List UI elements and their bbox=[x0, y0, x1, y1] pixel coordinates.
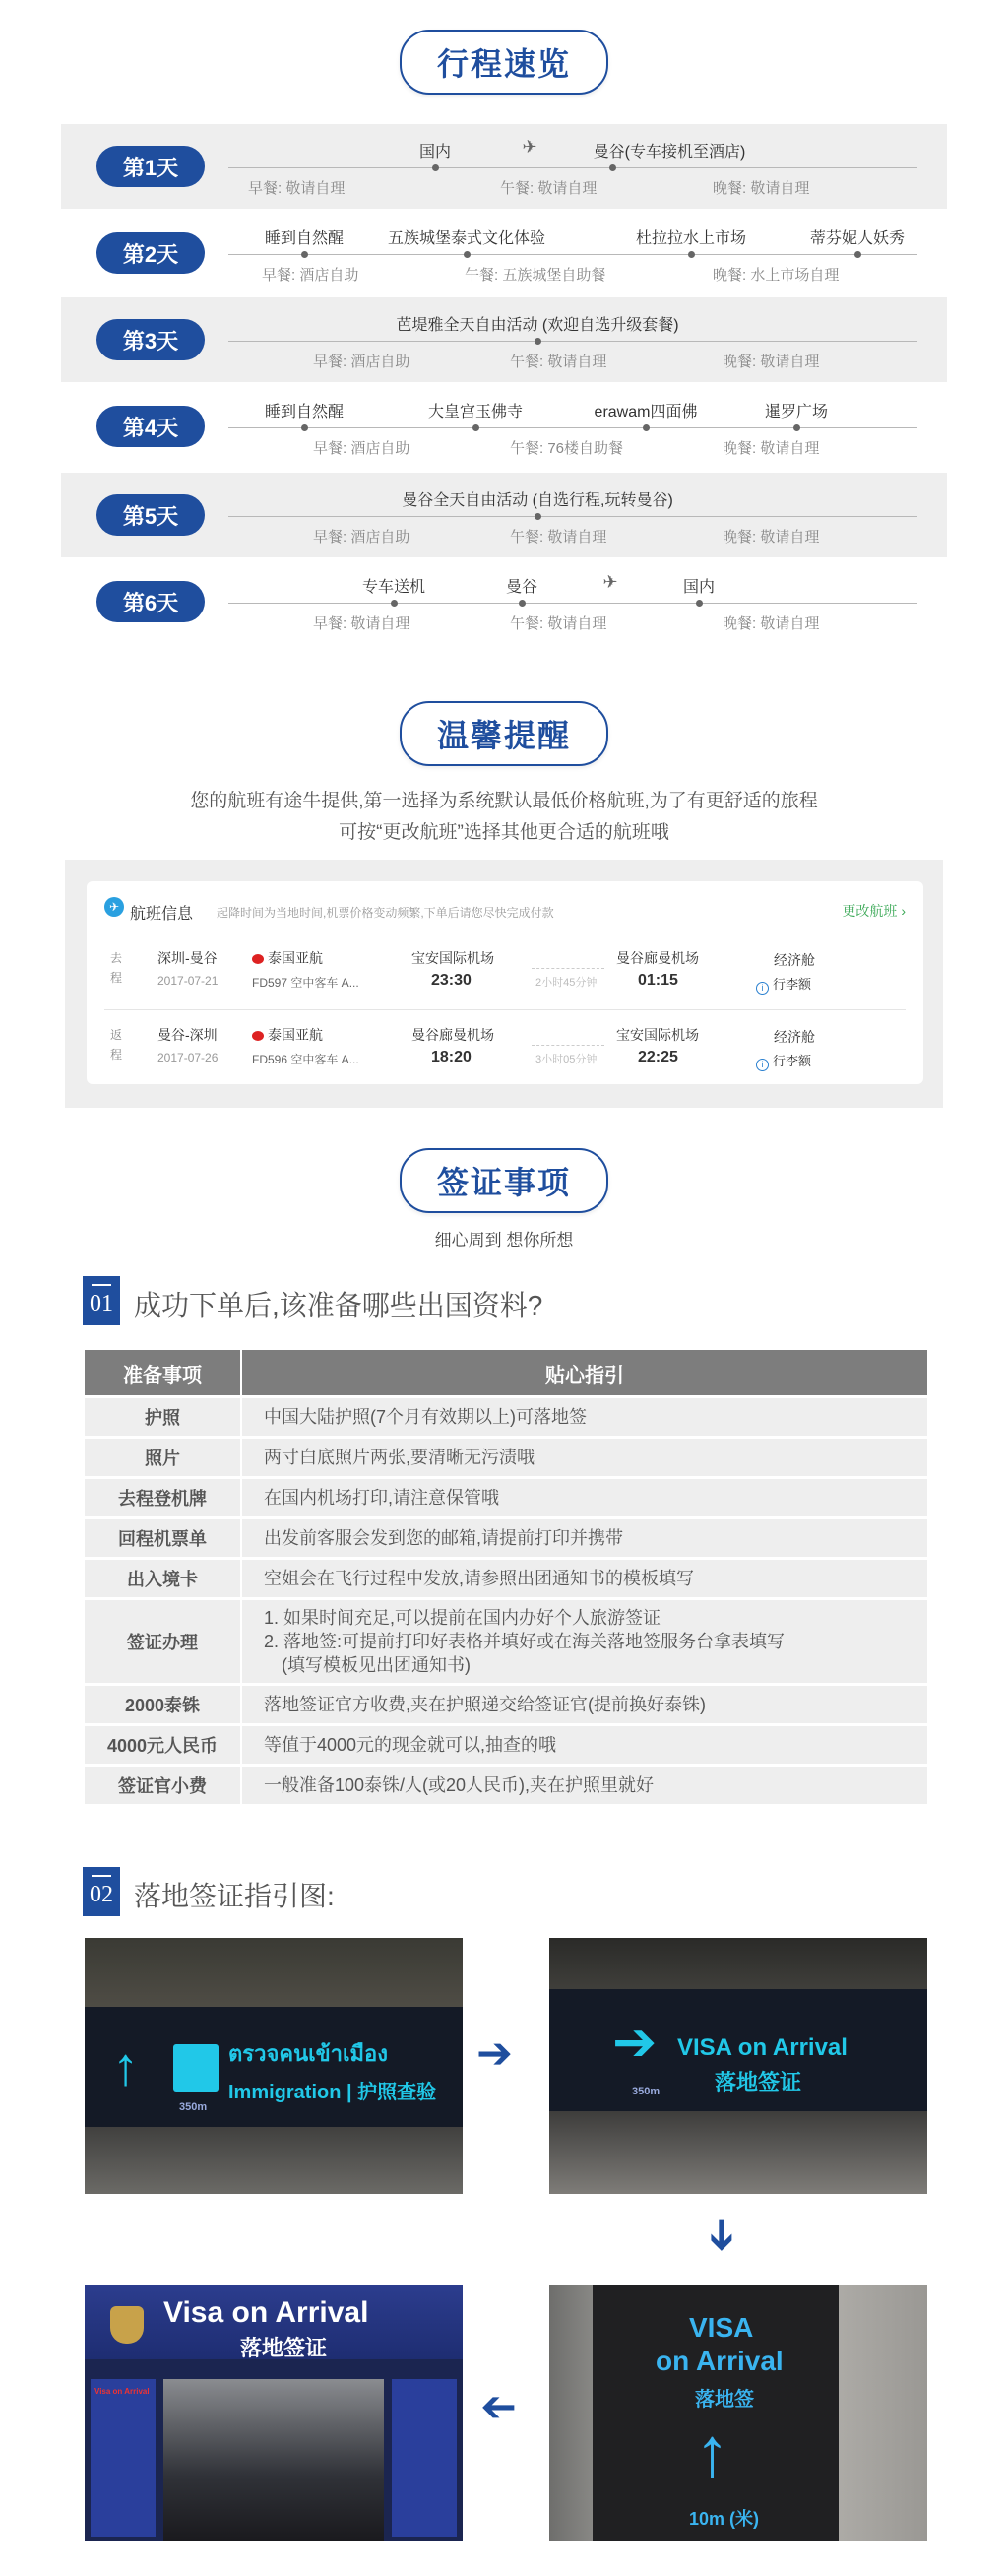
table-row bbox=[85, 1767, 927, 1804]
flight-duration: 2小时45分钟 bbox=[536, 977, 598, 989]
stop: erawam四面佛 bbox=[594, 404, 698, 420]
sign-visa-cn: 落地签 bbox=[695, 2389, 754, 2411]
photo-visa-standing-sign bbox=[549, 2285, 927, 2541]
immigration-officer-icon bbox=[173, 2044, 219, 2092]
day-row-5 bbox=[61, 473, 947, 557]
day-badge: 第5天 bbox=[96, 494, 205, 536]
plane-icon: ✈ bbox=[602, 572, 618, 592]
meal-lunch: 午餐: 76楼自助餐 bbox=[510, 440, 624, 457]
duration-line bbox=[532, 968, 604, 969]
section-number: 02 bbox=[83, 1867, 120, 1916]
departure-airport: 宝安国际机场 bbox=[411, 950, 494, 966]
photo-visa-overhead-sign bbox=[549, 1938, 927, 2194]
stop: 芭堤雅全天自由活动 (欢迎自选升级套餐) bbox=[396, 317, 679, 334]
flight-info-title: 航班信息 bbox=[130, 906, 194, 923]
flight-date: 2017-07-21 bbox=[158, 974, 219, 988]
sign-distance: 350m bbox=[632, 2086, 661, 2097]
meal-lunch: 午餐: 敬请自理 bbox=[510, 529, 607, 546]
table-cell-item: 去程登机牌 bbox=[85, 1479, 242, 1516]
sign-distance: 350m bbox=[179, 2101, 208, 2113]
table-cell-item: 出入境卡 bbox=[85, 1560, 242, 1597]
flight-number: FD596 空中客车 A... bbox=[252, 1053, 359, 1066]
timeline bbox=[228, 427, 917, 428]
stop: 曼谷全天自由活动 (自选行程,玩转曼谷) bbox=[402, 492, 673, 509]
arrow-right-icon: ➔ bbox=[476, 2029, 513, 2078]
table-row bbox=[85, 1398, 927, 1436]
sign-arrow-icon: ↑ bbox=[112, 2037, 139, 2096]
table-cell-item: 回程机票单 bbox=[85, 1519, 242, 1557]
stop: 睡到自然醒 bbox=[264, 404, 345, 420]
stop-dot bbox=[696, 600, 703, 607]
arrow-down-icon: ➔ bbox=[697, 2217, 746, 2253]
badge-icon bbox=[110, 2306, 144, 2344]
day-row-2 bbox=[61, 211, 947, 295]
airline-logo-icon bbox=[252, 954, 264, 964]
sign-distance: 10m (米) bbox=[689, 2509, 760, 2529]
sign-visa-cn: 落地签证 bbox=[715, 2070, 802, 2094]
day-row-3 bbox=[61, 297, 947, 382]
table-cell-guide: 出发前客服会发到您的邮箱,请提前打印并携带 bbox=[242, 1519, 927, 1557]
arrival-airport: 曼谷廊曼机场 bbox=[616, 950, 699, 966]
flight-row-return bbox=[87, 1009, 923, 1084]
table-cell-item: 签证官小费 bbox=[85, 1767, 242, 1804]
table-header-row bbox=[85, 1350, 927, 1395]
section-number: 01 bbox=[83, 1276, 120, 1325]
stop: 国内 bbox=[418, 144, 452, 161]
visa-checklist-table bbox=[85, 1347, 927, 1807]
plane-icon: ✈ bbox=[522, 137, 537, 157]
meal-dinner: 晚餐: 敬请自理 bbox=[723, 354, 820, 370]
stop-dot bbox=[464, 251, 471, 258]
table-cell-guide: 一般准备100泰铢/人(或20人民币),夹在护照里就好 bbox=[242, 1767, 927, 1804]
stop: 暹罗广场 bbox=[764, 404, 829, 420]
visa-title: 签证事项 bbox=[400, 1148, 608, 1213]
photo-visa-office bbox=[85, 2285, 463, 2541]
day-badge: 第3天 bbox=[96, 319, 205, 360]
flight-route: 深圳-曼谷 bbox=[158, 950, 218, 966]
stop-dot bbox=[535, 513, 541, 520]
stop: 蒂芬妮人妖秀 bbox=[809, 230, 906, 247]
departure-airport: 曼谷廊曼机场 bbox=[411, 1027, 494, 1043]
stop-dot bbox=[854, 251, 861, 258]
day-badge: 第1天 bbox=[96, 146, 205, 187]
table-cell-item: 4000元人民币 bbox=[85, 1726, 242, 1764]
stop: 曼谷(专车接机至酒店) bbox=[593, 144, 746, 161]
meal-dinner: 晚餐: 敬请自理 bbox=[723, 440, 820, 457]
table-cell-guide: 中国大陆护照(7个月有效期以上)可落地签 bbox=[242, 1398, 927, 1436]
table-row bbox=[85, 1560, 927, 1597]
meal-breakfast: 早餐: 酒店自助 bbox=[262, 267, 359, 284]
office-interior bbox=[163, 2379, 384, 2541]
table-row bbox=[85, 1439, 927, 1476]
stop-dot bbox=[793, 424, 800, 431]
reminder-title: 温馨提醒 bbox=[400, 701, 608, 766]
stop-dot bbox=[301, 251, 308, 258]
stop: 五族城堡泰式文化体验 bbox=[387, 230, 546, 247]
sign-arrow-icon: ↑ bbox=[695, 2414, 729, 2490]
reminder-line-2: 可按“更改航班”选择其他更合适的航班哦 bbox=[339, 822, 669, 843]
visa-subtitle: 细心周到 想你所想 bbox=[434, 1231, 574, 1250]
day-row-4 bbox=[61, 384, 947, 469]
table-cell-item: 照片 bbox=[85, 1439, 242, 1476]
table-cell-guide: 等值于4000元的现金就可以,抽查的哦 bbox=[242, 1726, 927, 1764]
office-sign-cn: 落地签证 bbox=[240, 2336, 328, 2360]
office-sign-en: Visa on Arrival bbox=[163, 2296, 369, 2329]
stop-dot bbox=[432, 164, 439, 171]
arrival-time: 01:15 bbox=[638, 972, 678, 989]
stop-dot bbox=[643, 424, 650, 431]
timeline bbox=[228, 603, 917, 604]
info-board-right bbox=[392, 2379, 457, 2537]
stop: 大皇宫玉佛寺 bbox=[427, 404, 524, 420]
airline-logo-icon bbox=[252, 1031, 264, 1041]
section-title: 成功下单后,该准备哪些出国资料? bbox=[134, 1290, 543, 1320]
table-row bbox=[85, 1600, 927, 1683]
stop-dot bbox=[519, 600, 526, 607]
stop: 睡到自然醒 bbox=[264, 230, 345, 247]
cabin-class: 经济舱 bbox=[774, 1029, 815, 1045]
flight-row-outbound bbox=[87, 933, 923, 1007]
arrow-left-icon: ➔ bbox=[480, 2384, 517, 2432]
sign-arrow-icon: ➔ bbox=[612, 2013, 658, 2072]
baggage-label[interactable]: 行李额 bbox=[773, 1054, 812, 1068]
timeline bbox=[228, 341, 917, 342]
airline-name: 泰国亚航 bbox=[268, 1027, 323, 1043]
meal-dinner: 晚餐: 敬请自理 bbox=[713, 180, 810, 197]
baggage-label[interactable]: 行李额 bbox=[773, 977, 812, 992]
table-cell-guide: 空姐会在飞行过程中发放,请参照出团通知书的模板填写 bbox=[242, 1560, 927, 1597]
table-cell-guide: 落地签证官方收费,夹在护照递交给签证官(提前换好泰铢) bbox=[242, 1686, 927, 1723]
photo-immigration-sign bbox=[85, 1938, 463, 2194]
airline bbox=[252, 1025, 323, 1045]
meal-lunch: 午餐: 敬请自理 bbox=[500, 180, 598, 197]
stop: 曼谷 bbox=[505, 579, 538, 596]
flight-note: 起降时间为当地时间,机票价格变动频繁,下单后请您尽快完成付款 bbox=[217, 906, 554, 920]
day-badge: 第4天 bbox=[96, 406, 205, 447]
reminder-line-1: 您的航班有途牛提供,第一选择为系统默认最低价格航班,为了有更舒适的旅程 bbox=[190, 791, 818, 811]
meal-lunch: 午餐: 敬请自理 bbox=[510, 354, 607, 370]
meal-breakfast: 早餐: 敬请自理 bbox=[313, 615, 410, 632]
stop-dot bbox=[391, 600, 398, 607]
timeline bbox=[228, 167, 917, 168]
day-badge: 第2天 bbox=[96, 232, 205, 274]
guide-line: 1. 如果时间充足,可以提前在国内办好个人旅游签证 bbox=[264, 1608, 662, 1628]
table-row bbox=[85, 1686, 927, 1723]
departure-time: 23:30 bbox=[431, 972, 472, 989]
table-row bbox=[85, 1479, 927, 1516]
flight-date: 2017-07-26 bbox=[158, 1051, 219, 1064]
table-row bbox=[85, 1726, 927, 1764]
table-cell-guide: 在国内机场打印,请注意保管哦 bbox=[242, 1479, 927, 1516]
section-title: 落地签证指引图: bbox=[134, 1881, 335, 1911]
stop: 杜拉拉水上市场 bbox=[635, 230, 747, 247]
sign-immigration-text: Immigration | 护照查验 bbox=[228, 2082, 437, 2103]
sign-visa-en-1: VISA bbox=[689, 2312, 754, 2343]
stop: 国内 bbox=[682, 579, 716, 596]
meal-lunch: 午餐: 五族城堡自助餐 bbox=[465, 267, 606, 284]
info-board-left bbox=[91, 2379, 156, 2537]
arrival-time: 22:25 bbox=[638, 1049, 678, 1065]
day-row-1 bbox=[61, 124, 947, 209]
table-header: 准备事项 bbox=[85, 1350, 242, 1395]
guide-line: 2. 落地签:可提前打印好表格并填好或在海关落地签服务台拿表填写 bbox=[264, 1632, 786, 1651]
stop: 专车送机 bbox=[361, 579, 426, 596]
meal-lunch: 午餐: 敬请自理 bbox=[510, 615, 607, 632]
guide-line: (填写模板见出团通知书) bbox=[282, 1655, 471, 1675]
stop-dot bbox=[688, 251, 695, 258]
flight-route: 曼谷-深圳 bbox=[158, 1027, 218, 1043]
meal-breakfast: 早餐: 酒店自助 bbox=[313, 440, 410, 457]
plane-icon: ✈ bbox=[104, 897, 124, 917]
sign-visa-en-2: on Arrival bbox=[656, 2346, 784, 2376]
meal-dinner: 晚餐: 水上市场自理 bbox=[713, 267, 840, 284]
table-cell-guide bbox=[242, 1600, 927, 1683]
cabin-class: 经济舱 bbox=[774, 952, 815, 968]
table-cell-item: 护照 bbox=[85, 1398, 242, 1436]
table-cell-guide: 两寸白底照片两张,要清晰无污渍哦 bbox=[242, 1439, 927, 1476]
airline-name: 泰国亚航 bbox=[268, 950, 323, 966]
duration-line bbox=[532, 1045, 604, 1046]
meal-breakfast: 早餐: 酒店自助 bbox=[313, 354, 410, 370]
info-board-text: Visa on Arrival bbox=[94, 2387, 150, 2396]
table-cell-item: 2000泰铢 bbox=[85, 1686, 242, 1723]
day-row-6 bbox=[61, 559, 947, 644]
baggage-link[interactable] bbox=[756, 974, 811, 995]
arrival-airport: 宝安国际机场 bbox=[616, 1027, 699, 1043]
stop-dot bbox=[609, 164, 616, 171]
departure-time: 18:20 bbox=[431, 1049, 472, 1065]
meal-dinner: 晚餐: 敬请自理 bbox=[723, 529, 820, 546]
info-icon: i bbox=[756, 982, 769, 995]
stop-dot bbox=[301, 424, 308, 431]
day-badge: 第6天 bbox=[96, 581, 205, 622]
baggage-link[interactable] bbox=[756, 1051, 811, 1071]
change-flight-link[interactable]: 更改航班 › bbox=[842, 903, 906, 919]
flight-type: 返程 bbox=[110, 1028, 123, 1062]
meal-breakfast: 早餐: 敬请自理 bbox=[248, 180, 346, 197]
meal-dinner: 晚餐: 敬请自理 bbox=[723, 615, 820, 632]
sign-thai-text: ตรวจคนเข้าเมือง bbox=[228, 2041, 388, 2066]
flight-number: FD597 空中客车 A... bbox=[252, 976, 359, 990]
flight-card bbox=[87, 881, 923, 1084]
itinerary-title: 行程速览 bbox=[400, 30, 608, 95]
change-flight-label[interactable]: 更改航班 bbox=[842, 903, 898, 919]
table-header: 贴心指引 bbox=[242, 1350, 927, 1395]
stop-dot bbox=[535, 338, 541, 345]
flight-duration: 3小时05分钟 bbox=[536, 1054, 598, 1065]
table-row bbox=[85, 1519, 927, 1557]
airline bbox=[252, 948, 323, 968]
flight-panel bbox=[65, 860, 943, 1108]
stop-dot bbox=[472, 424, 479, 431]
timeline bbox=[228, 254, 917, 255]
info-icon: i bbox=[756, 1059, 769, 1071]
sign-visa-en: VISA on Arrival bbox=[677, 2034, 848, 2061]
timeline bbox=[228, 516, 917, 517]
meal-breakfast: 早餐: 酒店自助 bbox=[313, 529, 410, 546]
flight-type: 去程 bbox=[110, 951, 123, 985]
table-cell-item: 签证办理 bbox=[85, 1600, 242, 1683]
